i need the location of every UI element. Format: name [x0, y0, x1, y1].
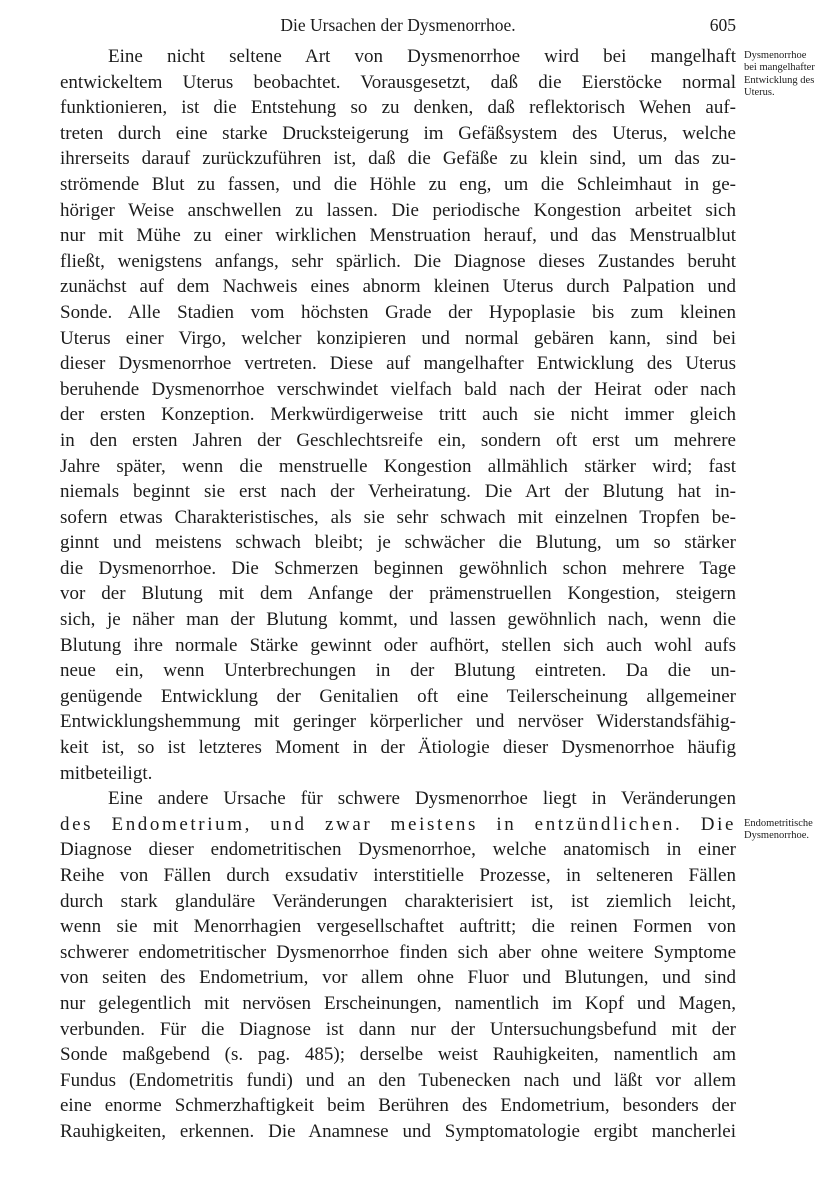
- text-line: Diagnose dieser endometritischen Dysmenorrhoe, welche anatomisch in einer: [60, 839, 736, 861]
- text-line: Jahre später, wenn die menstruelle Kongestion allmählich stärker wird; fast: [60, 455, 736, 477]
- text-line: ginnt und meistens schwach bleibt; je schwächer die Blutung, um so stärker: [60, 532, 736, 554]
- text-line: genügende Entwicklung der Genitalien oft eine Teilerscheinung allgemeiner: [60, 685, 736, 707]
- text-line: Reihe von Fällen durch exsudativ interstitielle Prozesse, in selteneren Fällen: [60, 865, 736, 886]
- text-line: wenn sie mit Menorrhagien vergesellschaftet auftritt; die reinen Formen von: [60, 916, 736, 938]
- text-line: Fundus (Endometritis fundi) und an den Tubenecken nach und läßt vor allem: [60, 1069, 736, 1091]
- margin-note-dysmenorrhoe-uterus: [744, 50, 815, 100]
- text-line: schwerer endometritischer Dysmenorrhoe finden sich aber ohne weitere Symptome: [60, 941, 736, 963]
- text-line: funktionieren, ist die Entstehung so zu denken, daß reflektorisch Wehen auf-: [60, 97, 736, 119]
- margin-note-line: Dysmenorrhoe: [744, 50, 807, 61]
- text-line: sofern etwas Charakteristisches, als sie sehr schwach mit einzelnen Tropfen be-: [60, 506, 736, 528]
- text-line: Entwicklungshemmung mit geringer körperlicher und nervöser Widerstandsfähig-: [60, 711, 736, 733]
- text-line: sich, je näher man der Blutung kommt, und lassen gewöhnlich nach, wenn die: [60, 609, 736, 631]
- text-line: Rauhigkeiten, erkennen. Die Anamnese und Symptomatologie ergibt mancherlei: [60, 1120, 736, 1142]
- text-line: dieser Dysmenorrhoe vertreten. Diese auf mangelhafter Entwicklung des Uterus: [60, 353, 736, 375]
- text-line: entwickeltem Uterus beobachtet. Vorausgesetzt, daß die Eierstöcke normal: [60, 71, 736, 93]
- text-line: der ersten Konzeption. Merkwürdigerweise tritt auch sie nicht immer gleich: [60, 404, 736, 426]
- text-line: vor der Blutung mit dem Anfange der prämenstruellen Kongestion, steigern: [60, 583, 736, 605]
- margin-note-line: Uterus.: [744, 87, 775, 99]
- text-line: neue ein, wenn Unterbrechungen in der Blutung eintreten. Da die un-: [60, 660, 736, 682]
- text-line: Eine andere Ursache für schwere Dysmenorrhoe liegt in Veränderungen: [108, 788, 736, 810]
- text-line: Sonde maßgebend (s. pag. 485); derselbe weist Rauhigkeiten, namentlich am: [60, 1044, 736, 1066]
- text-line: ihrerseits darauf zurückzuführen ist, daß die Gefäße zu klein sind, um das zu-: [60, 148, 736, 170]
- paragraph-2: [60, 786, 736, 1144]
- margin-note-line: bei mangelhafter: [744, 62, 815, 74]
- page-number: 605: [709, 15, 736, 35]
- text-line: höriger Weise anschwellen zu lassen. Die periodische Kongestion arbeitet sich: [60, 199, 736, 221]
- text-line: nur gelegentlich mit nervösen Erscheinungen, namentlich im Kopf und Magen,: [60, 992, 736, 1014]
- text-line: von seiten des Endometrium, vor allem ohne Fluor und Blutungen, und sind: [60, 967, 736, 989]
- text-line: des Endometrium, und zwar meistens in entzündlichen. Die: [60, 813, 736, 835]
- running-head: [60, 12, 736, 38]
- margin-note-line: Endometritische: [744, 818, 813, 829]
- text-line: eine enorme Schmerzhaftigkeit beim Berühren des Endometrium, besonders der: [60, 1095, 736, 1117]
- text-line: Uterus einer Virgo, welcher konzipieren und normal gebären kann, sind bei: [60, 327, 736, 349]
- text-line: Eine nicht seltene Art von Dysmenorrhoe wird bei mangelhaft: [108, 46, 736, 67]
- paragraph-1: [60, 44, 736, 786]
- text-line: verbunden. Für die Diagnose ist dann nur der Untersuchungsbefund mit der: [60, 1018, 736, 1040]
- text-line: Blutung ihre normale Stärke gewinnt oder aufhört, stellen sich auch wohl aufs: [60, 634, 736, 656]
- margin-note-line: Entwicklung des: [744, 74, 815, 86]
- text-line: keit ist, so ist letzteres Moment in der Ätiologie dieser Dysmenorrhoe häufig: [60, 737, 736, 759]
- text-line: fließt, wenigstens anfangs, sehr spärlich. Die Diagnose dieses Zustandes beruht: [60, 250, 736, 272]
- text-line: niemals beginnt sie erst nach der Verheiratung. Die Art der Blutung hat in-: [60, 481, 736, 503]
- text-line: Sonde. Alle Stadien vom höchsten Grade der Hypoplasie bis zum kleinen: [60, 301, 736, 323]
- text-line: nur mit Mühe zu einer wirklichen Menstruation herauf, und das Menstrualblut: [60, 225, 736, 247]
- margin-note-line: Dysmenorrhoe.: [744, 830, 810, 842]
- running-title: Die Ursachen der Dysmenorrhoe.: [280, 15, 516, 35]
- margin-note-endometritische: [744, 818, 813, 843]
- text-line: mitbeteiligt.: [60, 762, 153, 784]
- text-line: in den ersten Jahren der Geschlechtsreife ein, sondern oft erst um mehrere: [60, 429, 736, 451]
- text-line: zunächst auf dem Nachweis eines abnorm kleinen Uterus durch Palpation und: [60, 276, 736, 298]
- text-line: beruhende Dysmenorrhoe verschwindet vielfach bald nach der Heirat oder nach: [60, 378, 736, 400]
- text-line: strömende Blut zu fassen, und die Höhle zu eng, um die Schleimhaut in ge-: [60, 173, 736, 195]
- text-line: die Dysmenorrhoe. Die Schmerzen beginnen gewöhnlich schon mehrere Tage: [60, 557, 736, 579]
- text-line: durch stark glanduläre Veränderungen charakterisiert ist, ist ziemlich leicht,: [60, 890, 736, 912]
- text-line: treten durch eine starke Drucksteigerung im Gefäßsystem des Uterus, welche: [60, 122, 736, 144]
- body-text: [60, 44, 736, 1145]
